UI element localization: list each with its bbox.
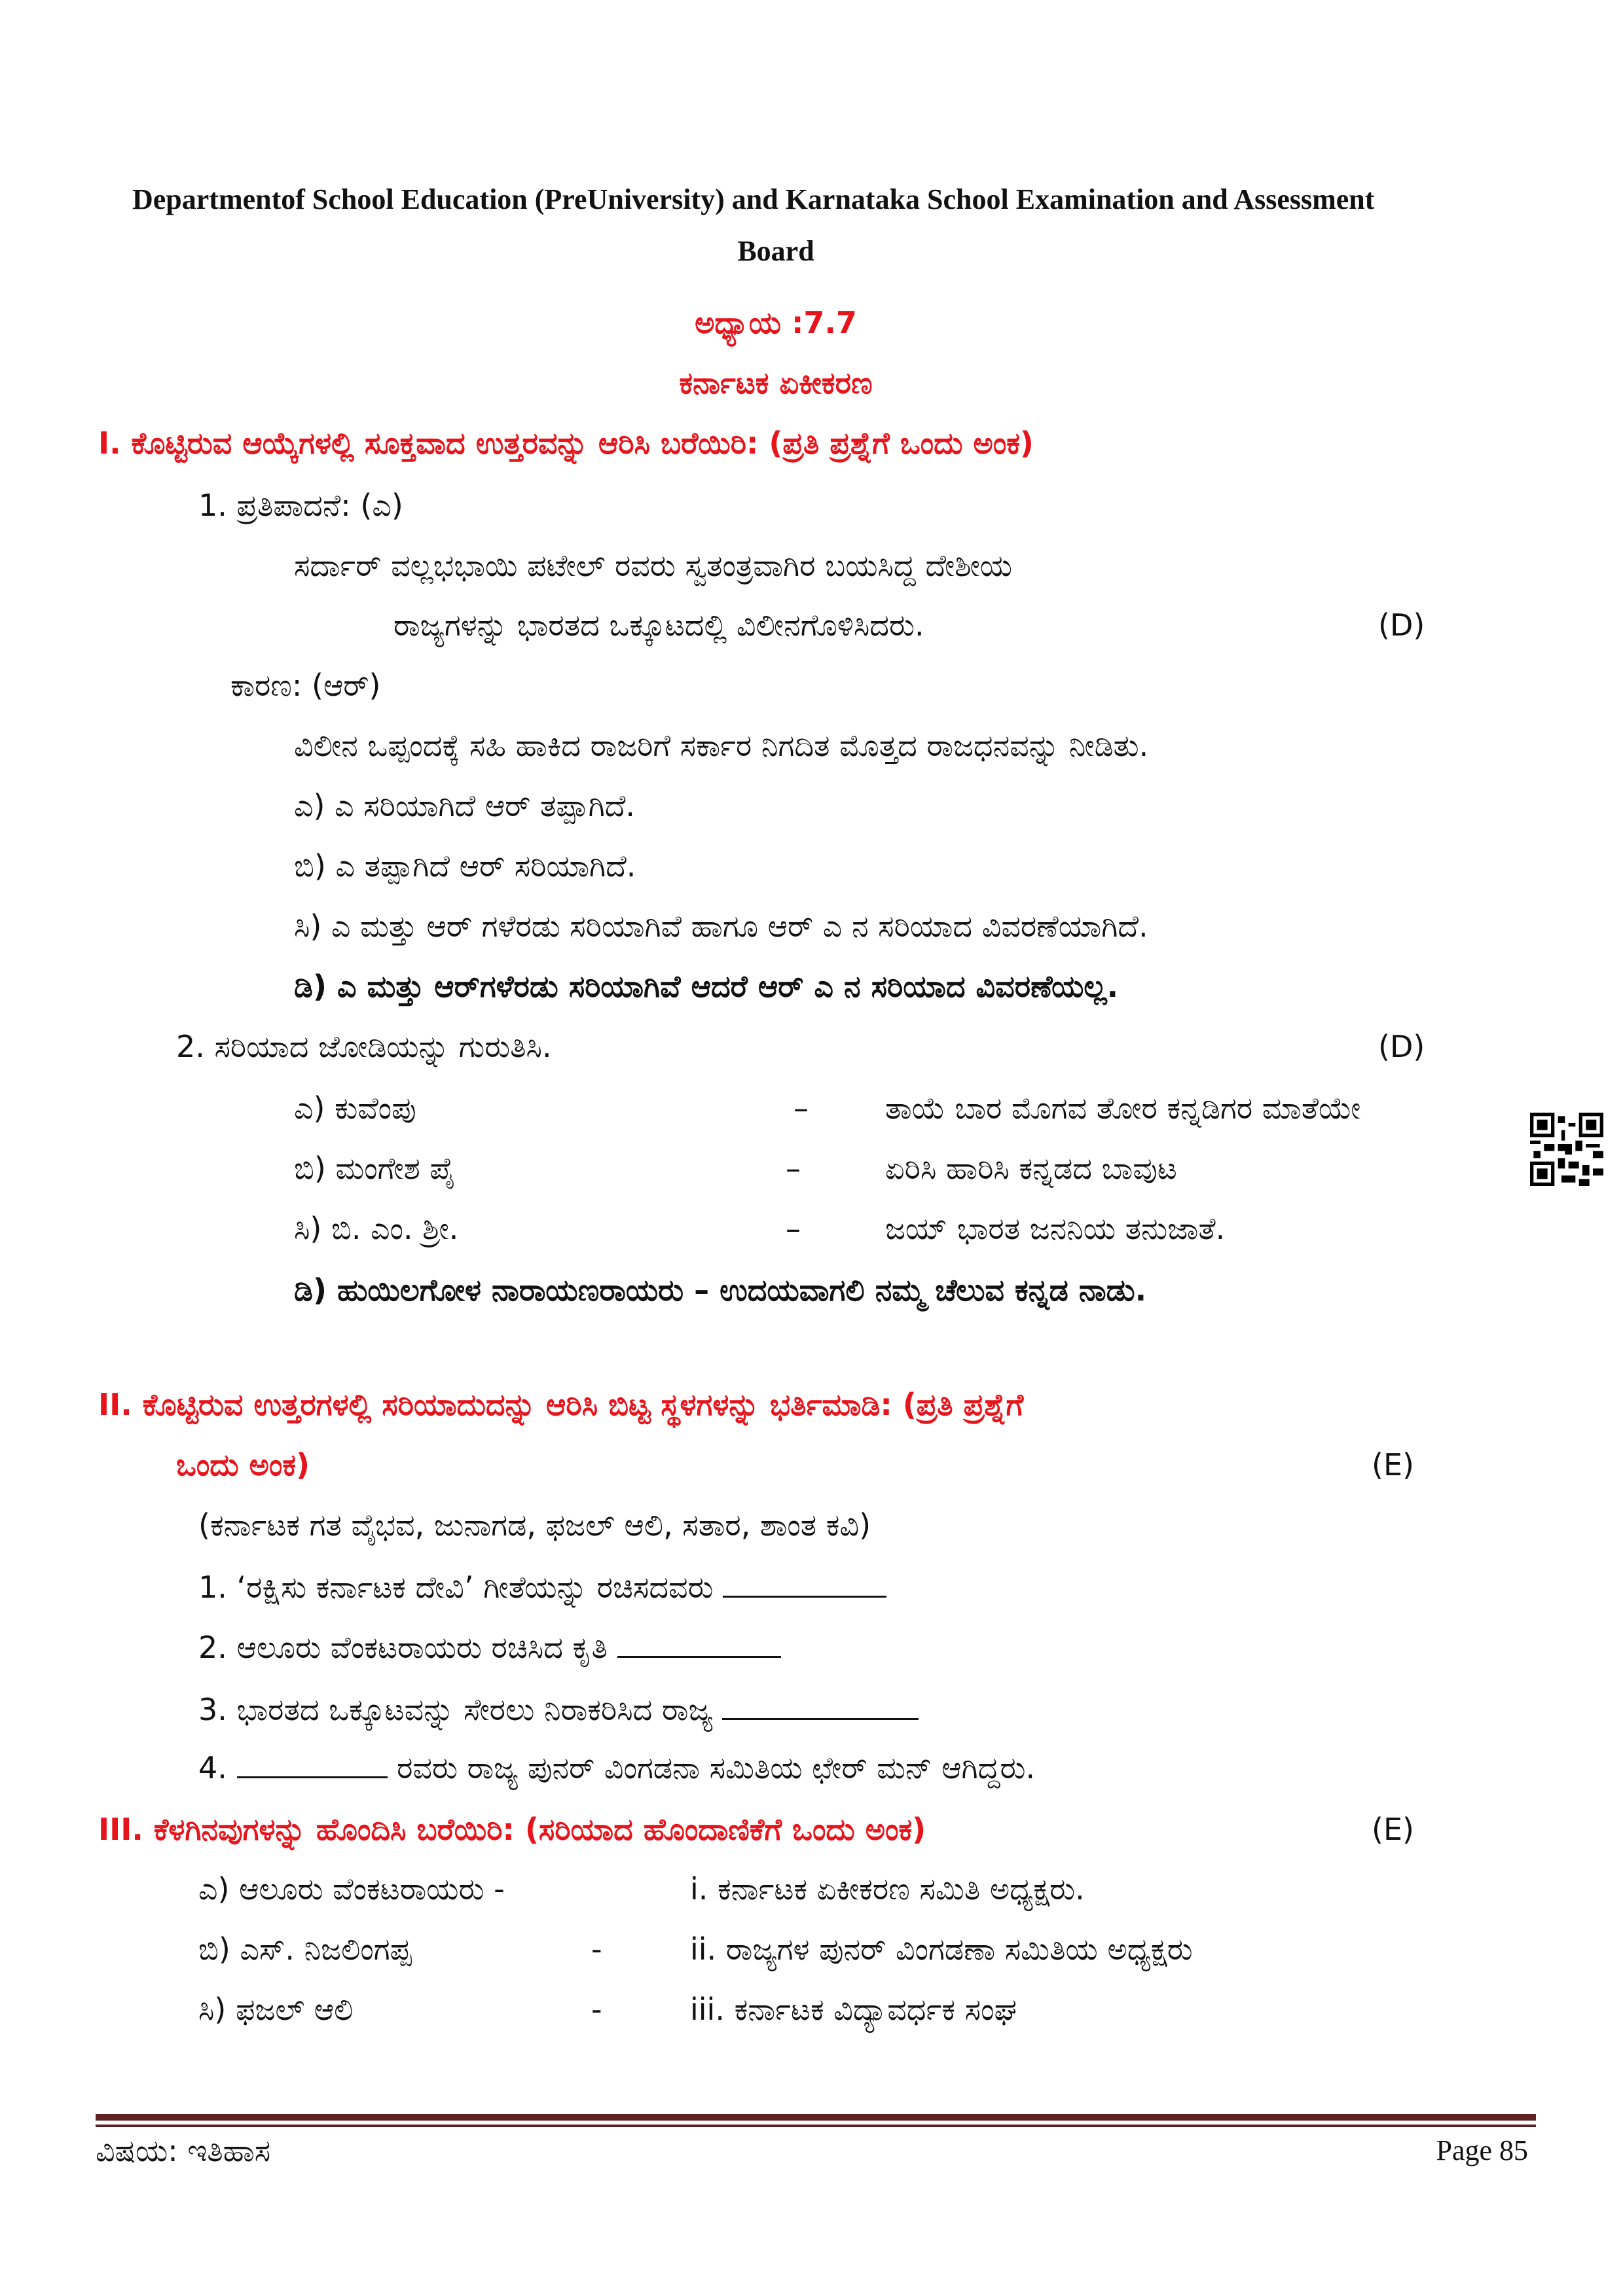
q1-assertion-line1: ಸರ್ದಾರ್ ವಲ್ಲಭಭಾಯಿ ಪಟೇಲ್ ರವರು ಸ್ವತಂತ್ರವಾಗಿರ ಬಯಸಿದ್ದ ದೇಶೀಯ bbox=[294, 548, 1012, 583]
q1-option-b: ಬಿ) ಎ ತಪ್ಪಾಗಿದೆ ಆರ್ ಸರಿಯಾಗಿದೆ. bbox=[294, 848, 636, 884]
q2-label: 2. ಸರಿಯಾದ ಜೋಡಿಯನ್ನು ಗುರುತಿಸಿ. bbox=[176, 1029, 552, 1064]
header-line1: Departmentof School Education (PreUniversity) and Karnataka School Examination and Assessment bbox=[132, 183, 1375, 215]
footer-divider-thick bbox=[96, 2114, 1536, 2121]
q2-pair-b-dash: – bbox=[786, 1151, 801, 1186]
match-row-c-right: iii. ಕರ್ನಾಟಕ ವಿದ್ಯಾವರ್ಧಕ ಸಂಘ bbox=[690, 1992, 1017, 2027]
match-row-b-left: ಬಿ) ಎಸ್. ನಿಜಲಿಂಗಪ್ಪ bbox=[198, 1931, 412, 1967]
fill-q4 bbox=[198, 1748, 1035, 1787]
chapter-number: ಅಧ್ಯಾಯ :7.7 bbox=[695, 305, 857, 340]
q2-code: (D) bbox=[1378, 1029, 1425, 1064]
match-row-b-right: ii. ರಾಜ್ಯಗಳ ಪುನರ್ ವಿಂಗಡಣಾ ಸಮಿತಿಯ ಅಧ್ಯಕ್ಷರು bbox=[690, 1931, 1193, 1967]
q2-pair-c-dash: – bbox=[786, 1211, 801, 1246]
q2-answer: ಡಿ) ಹುಯಿಲಗೋಳ ನಾರಾಯಣರಾಯರು – ಉದಯವಾಗಲಿ ನಮ್ಮ ಚೆಲುವ ಕನ್ನಡ ನಾಡು. bbox=[294, 1272, 1147, 1308]
section3-code: (E) bbox=[1372, 1812, 1414, 1847]
fill-q4-text: ರವರು ರಾಜ್ಯ ಪುನರ್ ವಿಂಗಡನಾ ಸಮಿತಿಯ ಛೇರ್ ಮನ್ ಆಗಿದ್ದರು. bbox=[397, 1750, 1036, 1785]
fill-q4-blank bbox=[237, 1748, 388, 1778]
section2-heading-line1: II. ಕೊಟ್ಟಿರುವ ಉತ್ತರಗಳಲ್ಲಿ ಸರಿಯಾದುದನ್ನು ಆರಿಸಿ ಬಿಟ್ಟ ಸ್ಥಳಗಳನ್ನು ಭರ್ತಿಮಾಡಿ: (ಪ್ರತಿ ಪ್ರಶ್ನೆಗೆ bbox=[98, 1387, 1024, 1422]
q2-pair-b-left: ಬಿ) ಮಂಗೇಶ ಪೈ bbox=[294, 1151, 456, 1186]
match-row-a-right: i. ಕರ್ನಾಟಕ ಏಕೀಕರಣ ಸಮಿತಿ ಅಧ್ಯಕ್ಷರು. bbox=[690, 1871, 1085, 1907]
q1-code: (D) bbox=[1378, 607, 1425, 643]
footer-page-number: Page 85 bbox=[1436, 2134, 1528, 2166]
q1-reason: ವಿಲೀನ ಒಪ್ಪಂದಕ್ಕೆ ಸಹಿ ಹಾಕಿದ ರಾಜರಿಗೆ ಸರ್ಕಾರ ನಿಗದಿತ ಮೊತ್ತದ ರಾಜಧನವನ್ನು ನೀಡಿತು. bbox=[294, 728, 1149, 763]
section3-heading: III. ಕೆಳಗಿನವುಗಳನ್ನು ಹೊಂದಿಸಿ ಬರೆಯಿರಿ: (ಸರಿಯಾದ ಹೊಂದಾಣಿಕೆಗೆ ಒಂದು ಅಂಕ) bbox=[98, 1812, 926, 1847]
fill-q1-text: 1. ‘ರಕ್ಷಿಸು ಕರ್ನಾಟಕ ದೇವಿ’ ಗೀತೆಯನ್ನು ರಚಿಸದವರು bbox=[198, 1570, 714, 1605]
fill-q2-text: 2. ಆಲೂರು ವೆಂಕಟರಾಯರು ರಚಿಸಿದ ಕೃತಿ bbox=[198, 1630, 608, 1665]
fill-q1 bbox=[198, 1567, 886, 1607]
fill-q2 bbox=[198, 1627, 781, 1667]
fill-q4-number: 4. bbox=[198, 1750, 227, 1785]
q2-pair-c-left: ಸಿ) ಬಿ. ಎಂ. ಶ್ರೀ. bbox=[294, 1211, 459, 1246]
footer-subject: ವಿಷಯ: ಇತಿಹಾಸ bbox=[96, 2133, 271, 2168]
qr-code-icon bbox=[1529, 1113, 1605, 1186]
match-row-b-dash: - bbox=[591, 1931, 602, 1967]
match-row-a-left: ಎ) ಆಲೂರು ವೆಂಕಟರಾಯರು - bbox=[198, 1871, 505, 1907]
fill-q3-blank bbox=[722, 1689, 919, 1720]
fill-q1-blank bbox=[723, 1567, 886, 1598]
q1-option-d-answer: ಡಿ) ಎ ಮತ್ತು ಆರ್‌ಗಳೆರಡು ಸರಿಯಾಗಿವೆ ಆದರೆ ಆರ್ ಎ ನ ಸರಿಯಾದ ವಿವರಣೆಯಲ್ಲ. bbox=[294, 969, 1119, 1004]
fill-q3-text: 3. ಭಾರತದ ಒಕ್ಕೂಟವನ್ನು ಸೇರಲು ನಿರಾಕರಿಸಿದ ರಾಜ್ಯ bbox=[198, 1692, 713, 1727]
q2-pair-a-left: ಎ) ಕುವೆಂಪು bbox=[294, 1090, 416, 1126]
header-line2: Board bbox=[737, 235, 814, 267]
fill-q2-blank bbox=[617, 1627, 781, 1658]
q1-reason-label: ಕಾರಣ: (ಆರ್) bbox=[230, 668, 381, 703]
q2-pair-a-dash: – bbox=[793, 1090, 809, 1126]
section2-choices: (ಕರ್ನಾಟಕ ಗತ ವೈಭವ, ಜುನಾಗಡ, ಫಜಲ್ ಆಲಿ, ಸತಾರ, ಶಾಂತ ಕವಿ) bbox=[198, 1507, 871, 1543]
q1-option-a: ಎ) ಎ ಸರಿಯಾಗಿದೆ ಆರ್ ತಪ್ಪಾಗಿದೆ. bbox=[294, 788, 636, 823]
section1-heading: I. ಕೊಟ್ಟಿರುವ ಆಯ್ಕೆಗಳಲ್ಲಿ ಸೂಕ್ತವಾದ ಉತ್ತರವನ್ನು ಆರಿಸಿ ಬರೆಯಿರಿ: (ಪ್ರತಿ ಪ್ರಶ್ನೆಗೆ ಒಂದು ಅಂಕ) bbox=[98, 425, 1034, 461]
q2-pair-b-right: ಏರಿಸಿ ಹಾರಿಸಿ ಕನ್ನಡದ ಬಾವುಟ bbox=[885, 1151, 1177, 1186]
section2-code: (E) bbox=[1372, 1447, 1414, 1482]
q2-pair-a-right: ತಾಯೆ ಬಾರ ಮೊಗವ ತೋರ ಕನ್ನಡಿಗರ ಮಾತೆಯೇ bbox=[885, 1090, 1361, 1126]
footer-divider-thin bbox=[96, 2125, 1536, 2127]
q2-pair-c-right: ಜಯ್ ಭಾರತ ಜನನಿಯ ತನುಜಾತೆ. bbox=[885, 1211, 1226, 1246]
q1-assertion-line2: ರಾಜ್ಯಗಳನ್ನು ಭಾರತದ ಒಕ್ಕೂಟದಲ್ಲಿ ವಿಲೀನಗೊಳಿಸಿದರು. bbox=[393, 607, 924, 643]
match-row-c-left: ಸಿ) ಫಜಲ್ ಆಲಿ bbox=[198, 1992, 354, 2027]
q1-option-c: ಸಿ) ಎ ಮತ್ತು ಆರ್ ಗಳೆರಡು ಸರಿಯಾಗಿವೆ ಹಾಗೂ ಆರ್ ಎ ನ ಸರಿಯಾದ ವಿವರಣೆಯಾಗಿದೆ. bbox=[294, 908, 1148, 944]
match-row-c-dash: - bbox=[591, 1992, 602, 2027]
chapter-title: ಕರ್ನಾಟಕ ಏಕೀಕರಣ bbox=[679, 365, 873, 401]
section2-heading-line2: ಒಂದು ಅಂಕ) bbox=[176, 1447, 310, 1482]
q1-label: 1. ಪ್ರತಿಪಾದನೆ: (ಎ) bbox=[198, 488, 403, 523]
fill-q3 bbox=[198, 1689, 919, 1729]
